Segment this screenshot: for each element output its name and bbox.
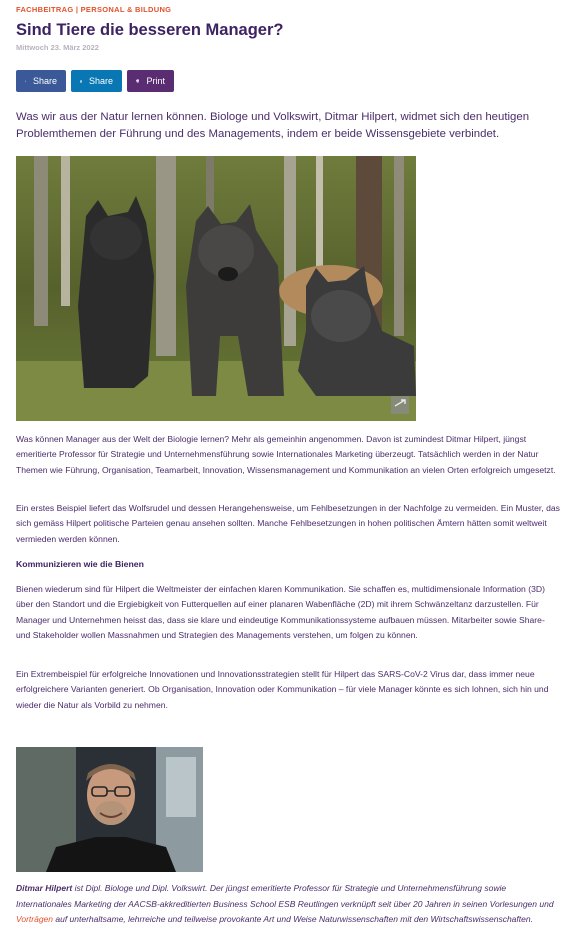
printer-icon <box>136 76 139 86</box>
body-paragraph-1: Was können Manager aus der Welt der Biologie lernen? Mehr als gemeinhin angenommen. Davon ist zumindest Ditmar Hilpert, jüngst emeritierte Professor für Strategie und Unternehmensführung sowie Internationales Marketing überzeugt. Tatsächlich werden in der Natur Themen wie Führung, Organisation, Teamarbeit, Innovation, Wissensmanagement und Kommunikation an vielen Orten erfolgreich umgesetzt. <box>16 434 556 475</box>
body-paragraph-4: Ein Extrembeispiel für erfolgreiche Innovationen und Innovationsstrategien stellt für Hilpert das SARS-CoV-2 Virus dar, dass immer neue erfolgreichere Varianten generiert. Ob Organisation, Innovation oder Kommunikation – für viele Manager könnte es sich lohnen, sich hin und wieder die Natur als Vorbild zu nehmen. <box>16 669 549 710</box>
facebook-icon <box>25 76 26 87</box>
section-heading: Kommunizieren wie die Bienen <box>16 559 144 569</box>
facebook-share-button[interactable] <box>16 70 66 92</box>
author-name: Ditmar Hilpert <box>16 883 73 893</box>
share-bar <box>16 70 174 92</box>
page-title: Sind Tiere die besseren Manager? <box>16 21 284 39</box>
linkedin-icon <box>80 76 82 87</box>
wolves-illustration <box>16 156 416 421</box>
facebook-share-label: Share <box>32 76 57 86</box>
lectures-link[interactable]: Vorträgen <box>16 914 54 925</box>
expand-icon[interactable] <box>391 396 409 414</box>
body-paragraph-3: Bienen wiederum sind für Hilpert die Weltmeister der einfachen klaren Kommunikation. Sie schaffen es, multidimensionale Information (3D) über den Standort und die Ergiebigkeit von Futterquellen auf einer planaren Wabenfläche (2D) mit ihrem Schwänzeltanz darzustellen. Für Manager und Unternehmen heisst das, dass sie klare und eindeutige Kommunikationssysteme aufbauen müssen. Mitarbeiter sowie Share- und Stakeholder wollen Massnahmen und Strategien des Managements verstehen, um folgen zu können. <box>16 584 545 640</box>
bio-text-2: auf unterhaltsame, lehrreiche und teilweise provokante Art und Weise Naturwissenschaften mit den Wirtschaftswissenschaften. <box>53 914 533 925</box>
print-label: Print <box>146 76 165 86</box>
bio-text-1: ist Dipl. Biologe und Dipl. Volkswirt. Der jüngst emeritierte Professor für Strategie und Unternehmensführung sowie Internationales Marketing der AACSB-akkreditierten Business School ESB Reutlingen verknüpft seit über 20 Jahren in seinen Vorlesungen und <box>16 883 554 909</box>
author-bio <box>16 881 562 928</box>
article-category[interactable]: FACHBEITRAG | PERSONAL & BILDUNG <box>16 5 172 14</box>
article-lead: Was wir aus der Natur lernen können. Biologe und Volkswirt, Ditmar Hilpert, widmet sich den heutigen Problemthemen der Führung und des Managements, indem er beide Wissensgebiete verbindet. <box>16 111 530 140</box>
print-button[interactable] <box>127 70 174 92</box>
linkedin-share-label: Share <box>88 76 113 86</box>
article-date: Mittwoch 23. März 2022 <box>16 43 99 52</box>
linkedin-share-button[interactable] <box>71 70 122 92</box>
author-illustration <box>16 747 203 872</box>
body-paragraph-2: Ein erstes Beispiel liefert das Wolfsrudel und dessen Herangehensweise, um Fehlbesetzungen in der Nachfolge zu vermeiden. Ein Muster, das sich gemäss Hilpert politische Parteien genau ansehen sollten. Manche Fehlbesetzungen in hohen politischen Ämtern hätten somit weltweit vermieden werden können. <box>16 503 560 544</box>
author-portrait <box>16 747 203 872</box>
wolves-photo <box>16 156 416 421</box>
